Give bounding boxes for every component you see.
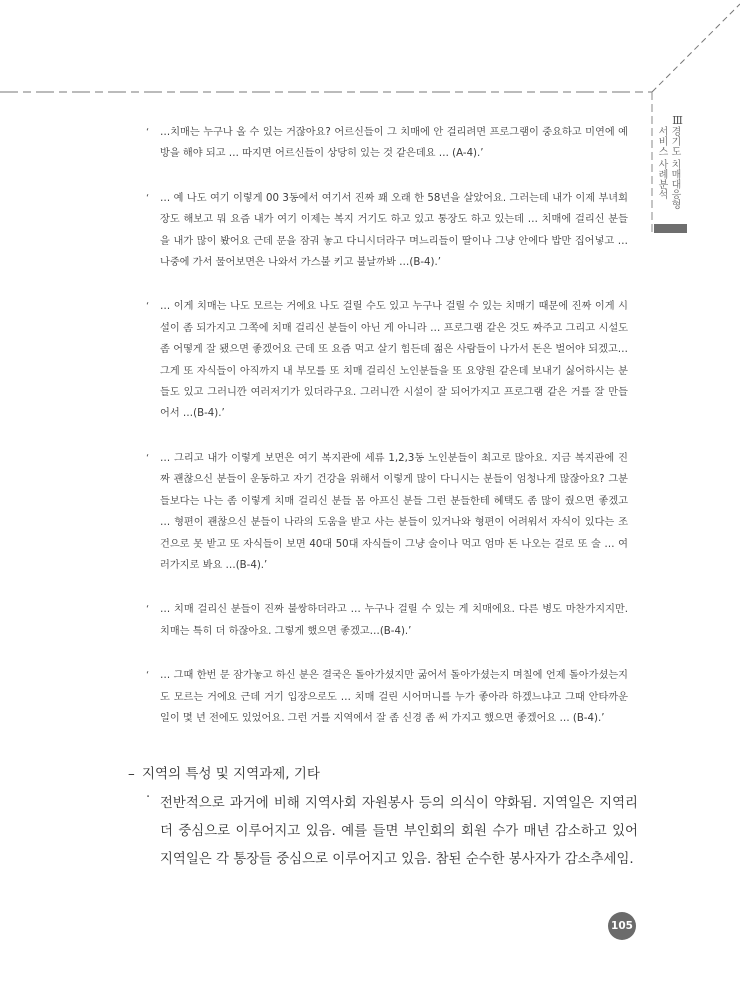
chapter-title-line1: 경기도 치매대응형: [669, 126, 680, 210]
chapter-title-line2: 서비스 사례분석: [656, 126, 667, 200]
quote-block: [146, 665, 628, 729]
quote-block: [146, 599, 628, 642]
quote-mark: ‘: [146, 452, 150, 464]
quote-mark: ‘: [146, 301, 150, 313]
bullet-dot: ·: [146, 790, 151, 805]
quote-text: … 그리고 내가 이렇게 보면은 여기 복지관에 세류 1,2,3동 노인분들이 최고로 많아요. 지금 복지관에 진짜 괜찮으신 분들이 운동하고 자기 건강을 위해서 이렇게 많이 다니시는 분들이 엄청나게 많잖아요? 그분들보다는 나는 좀 이렇게 치매 걸리신 분들 몸 아프신 분들 그런 분들한테 혜택도 좀 많이 줬으면 좋겠고 … 형편이 괜찮으신 분들이 나라의 도움을 받고 사는 분들이 있거나와 형편이 어려워서 자식이 있다는 조건으로 못 받고 또 자식들이 보면 40대 50대 자식들이 그냥 술이나 먹고 엄마 돈 나오는 걸로 또 술 … 여러가지로 봐요 …(B-4).’: [160, 452, 628, 571]
page-number-badge: 105: [608, 912, 636, 940]
quote-block: [146, 122, 628, 165]
chapter-side-label: [654, 112, 684, 230]
quote-block: [146, 296, 628, 424]
quote-text: … 이게 치매는 나도 모르는 거에요 나도 걸릴 수도 있고 누구나 걸릴 수 있는 치매기 때문에 진짜 이게 시설이 좀 되가지고 그쪽에 치매 걸리신 분들이 아닌 게 아니라 … 프로그램 같은 것도 짜주고 그리고 시설도 좀 어떻게 잘 됐으면 좋겠어요 근데 또 요즘 먹고 살기 힘든데 젊은 사람들이 나가서 돈은 벌어야 되겠고… 그게 또 자식들이 아직까지 내 부모를 또 치매 걸리신 노인분들을 또 요양원 같은데 보내기 싫어하시는 분들도 있고 그러니깐 여러저기가 있더라구요. 그러니깐 시설이 잘 되어가지고 프로그램 같은 거를 잘 만들어서 …(B-4).’: [160, 301, 628, 420]
quote-mark: ‘: [146, 604, 150, 616]
quote-mark: ‘: [146, 192, 150, 204]
quote-block: [146, 188, 628, 274]
heading-dash: –: [128, 766, 135, 782]
chapter-roman-numeral: Ⅲ: [671, 114, 684, 127]
quote-text: … 예 나도 여기 이렇게 00 3동에서 여기서 진짜 꽤 오래 한 58년을 살았어요. 그러는데 내가 이제 부녀회장도 해보고 뭐 요즘 내가 여기 이제는 복지 거기도 하고 있고 통장도 하고 있는데 … 치매에 걸리신 분들을 내가 많이 봤어요 근데 문을 잠궈 놓고 다니시더라구 며느리들이 딸이나 그냥 안에다 밥만 집어넣고 … 나중에 가서 물어보면은 나와서 가스불 키고 불날까봐 …(B-4).’: [160, 192, 628, 269]
section-body: [128, 790, 638, 875]
regional-issues-section: [128, 762, 638, 875]
quote-block: [146, 448, 628, 576]
section-heading-text: 지역의 특성 및 지역과제, 기타: [142, 766, 320, 782]
quote-mark: ‘: [146, 127, 150, 138]
quote-text: … 치매 걸리신 분들이 진짜 불쌍하더라고 … 누구나 걸릴 수 있는 게 치매에요. 다른 병도 마찬가지지만. 치매는 특히 더 하잖아요. 그렇게 했으면 좋겠고…(B-4).’: [160, 604, 628, 637]
chapter-marker-bar: [654, 224, 687, 233]
quote-text: … 그때 한번 문 잠가놓고 하신 분은 결국은 돌아가셨지만 굶어서 돌아가셨는지 며칠에 언제 돌아가셨는지도 모르는 거에요 근데 거기 입장으로도 … 치매 걸린 시어머니를 누가 좋아라 하겠느냐고 그때 안타까운 일이 몇 년 전에도 있었어요. 그런 거를 지역에서 잘 좀 신경 좀 써 가지고 했으면 좋겠어요 … (B-4).’: [160, 670, 628, 724]
interview-quotes: [146, 122, 628, 752]
section-body-text: 전반적으로 과거에 비해 지역사회 자원봉사 등의 의식이 약화됨. 지역일은 지역리더 중심으로 이루어지고 있음. 예를 들면 부인회의 회원 수가 매년 감소하고 있어 지역일은 각 통장들 중심으로 이루어지고 있음. 참된 순수한 봉사자가 감소추세임.: [160, 796, 638, 868]
quote-text: …치매는 누구나 올 수 있는 거잖아요? 어르신들이 그 치매에 안 걸리려면 프로그램이 중요하고 미연에 예방을 해야 되고 … 따지면 어르신들이 상당히 있는 것 같은데요 … (A-4).’: [160, 127, 628, 160]
diagonal-dashed-line: [652, 4, 740, 92]
section-heading: [128, 762, 638, 786]
quote-mark: ‘: [146, 670, 150, 682]
